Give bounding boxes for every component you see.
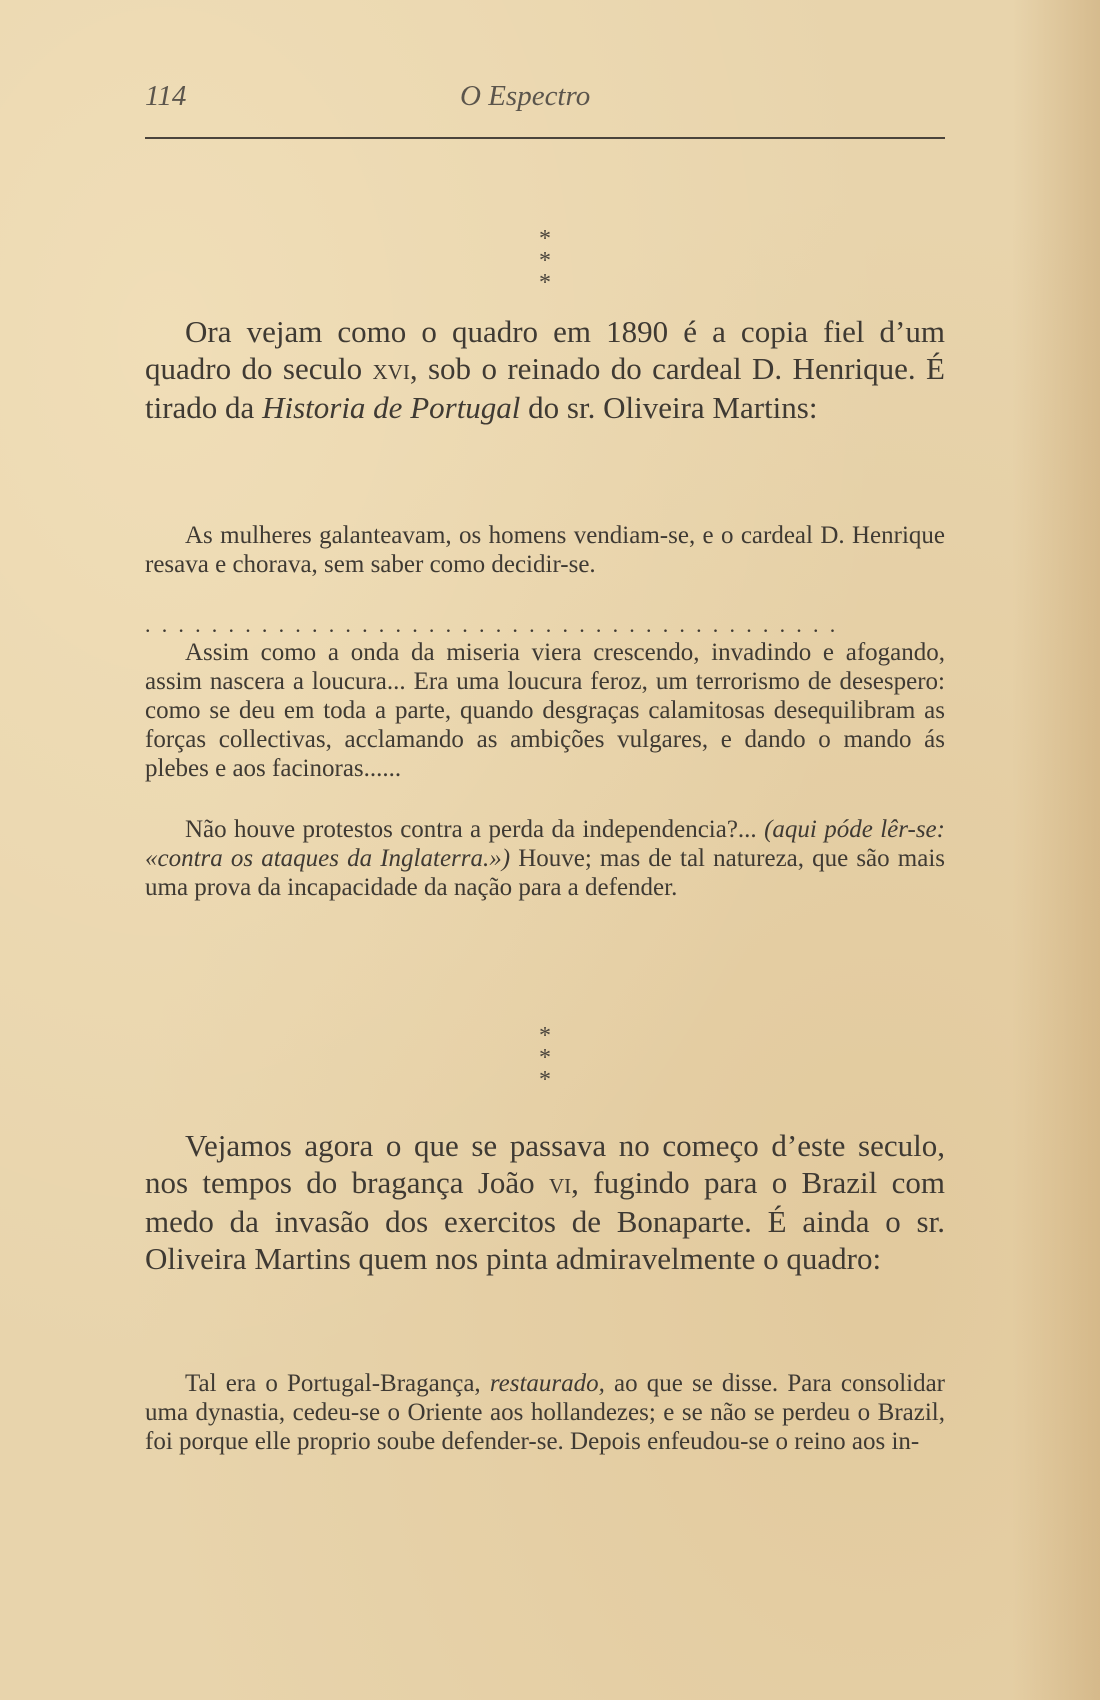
section-asterism-1: * * * [539,226,565,296]
header-rule [145,137,945,139]
book-page [145,0,945,1700]
editorial-note: (aqui póde lêr-se: «contra os ataques da Inglaterra.») [145,816,945,872]
running-title: O Espectro [460,80,591,112]
quote-paragraph-1: As mulheres galanteavam, os homens vendiam-se, e o cardeal D. Henrique resava e chorava, sem saber como decidir-se. [145,522,945,578]
section-asterism-2: * * * [539,1023,565,1093]
book-title: Historia de Portugal [262,390,521,425]
quote-paragraph-2: Assim como a onda da miseria viera crescendo, invadindo e afogando, assim nascera a loucura... Era uma loucura feroz, um terrorismo de desespero: como se deu em toda a parte, quando desgraças calamitosas desequilibram as forças collectivas, acclamando as ambições vulgares, e dando o mando ás plebes e aos facinoras...... [145,639,945,782]
section2-intro-paragraph: Vejamos agora o que se passava no começo d’este seculo, nos tempos do bragança João vi, fugindo para o Brazil com medo da invasão dos exercitos de Bonaparte. É ainda o sr. Oliveira Martins quem nos pinta admiravelmente o quadro: [145,1128,945,1276]
section1-intro-paragraph: Ora vejam como o quadro em 1890 é a copia fiel d’um quadro do seculo xvi, sob o reinado do cardeal D. Henrique. É tirado da Historia de Portugal do sr. Oliveira Martins: [145,314,945,425]
running-head [145,80,945,120]
ellipsis-row: .......................................... [145,614,847,636]
quote-paragraph-3: Não houve protestos contra a perda da independencia?... (aqui póde lêr-se: «contra os ataques da Inglaterra.») Houve; mas de tal natureza, que são mais uma prova da incapacidade da nação para a defender. [145,816,945,901]
page-number: 114 [145,80,187,112]
quote-paragraph-4: Tal era o Portugal-Bragança, restaurado, ao que se disse. Para consolidar uma dynastia, cedeu-se o Oriente aos hollandezes; e se não se perdeu o Brazil, foi porque elle proprio soube defender-se. Depois enfeudou-se o reino aos in- [145,1370,946,1455]
